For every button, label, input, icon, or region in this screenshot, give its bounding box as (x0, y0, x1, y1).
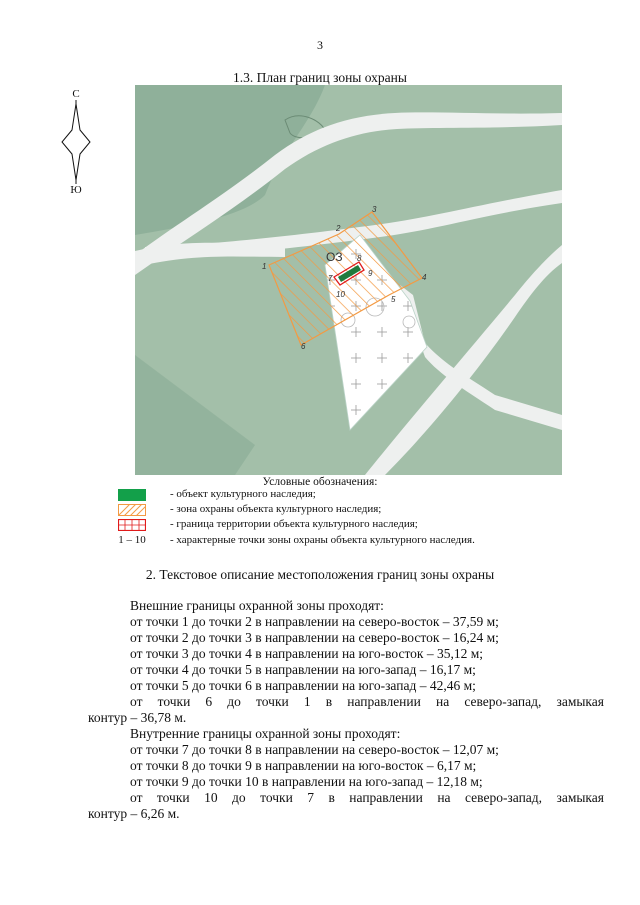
inner-boundary-line: от точки 7 до точки 8 в направлении на северо-восток – 12,07 м; (130, 742, 499, 757)
point-label-6: 6 (301, 342, 306, 351)
point-label-3: 3 (372, 205, 377, 214)
section-2-title: 2. Текстовое описание местоположения границ зоны охраны (145, 567, 495, 582)
legend-text: - граница территории объекта культурного наследия; (170, 518, 418, 530)
point-label-2: 2 (336, 224, 341, 233)
legend-swatch-green (118, 489, 146, 501)
point-label-10: 10 (336, 290, 345, 299)
point-label-4: 4 (422, 273, 427, 282)
legend-text: - объект культурного наследия; (170, 488, 316, 500)
legend-text: - зона охраны объекта культурного наследия; (170, 503, 382, 515)
inner-boundaries-heading: Внутренние границы охранной зоны проходят: (130, 726, 401, 741)
inner-boundary-line: от точки 9 до точки 10 в направлении на юго-запад – 12,18 м; (130, 774, 483, 789)
compass (56, 88, 96, 200)
compass-north-label: С (72, 88, 80, 100)
compass-south-label: Ю (70, 184, 82, 196)
outer-boundary-closing-line: от точки 6 до точки 1 в направлении на северо-запад, замыкая (130, 694, 604, 709)
inner-boundary-closing-continuation: контур – 6,26 м. (88, 806, 180, 821)
compass-arrow-icon (56, 100, 96, 184)
point-label-7: 7 (328, 274, 333, 283)
inner-boundary-line: от точки 8 до точки 9 в направлении на юго-восток – 6,17 м; (130, 758, 477, 773)
outer-boundary-line: от точки 2 до точки 3 в направлении на северо-восток – 16,24 м; (130, 630, 499, 645)
zone-boundary-map (135, 85, 562, 475)
outer-boundary-line: от точки 5 до точки 6 в направлении на юго-запад – 42,46 м; (130, 678, 476, 693)
outer-boundary-line: от точки 1 до точки 2 в направлении на северо-восток – 37,59 м; (130, 614, 499, 629)
legend-range-label: 1 – 10 (118, 534, 146, 546)
point-label-8: 8 (357, 254, 362, 263)
outer-boundaries-heading: Внешние границы охранной зоны проходят: (130, 598, 384, 613)
legend-swatch-red-grid (118, 519, 146, 531)
section-1-title: 1.3. План границ зоны охраны (233, 70, 407, 85)
zone-label: ОЗ (326, 250, 343, 264)
point-label-1: 1 (262, 262, 267, 271)
legend-text: - характерные точки зоны охраны объекта культурного наследия. (170, 534, 475, 546)
point-label-9: 9 (368, 269, 373, 278)
outer-boundary-line: от точки 3 до точки 4 в направлении на юго-восток – 35,12 м; (130, 646, 484, 661)
outer-boundary-line: от точки 4 до точки 5 в направлении на юго-запад – 16,17 м; (130, 662, 476, 677)
legend-title: Условные обозначения: (262, 476, 378, 488)
page-number: 3 (317, 38, 323, 52)
inner-boundary-closing-line: от точки 10 до точки 7 в направлении на северо-запад, замыкая (130, 790, 604, 805)
point-label-5: 5 (391, 295, 396, 304)
legend-swatch-hatch (118, 504, 146, 516)
outer-boundary-closing-continuation: контур – 36,78 м. (88, 710, 187, 725)
